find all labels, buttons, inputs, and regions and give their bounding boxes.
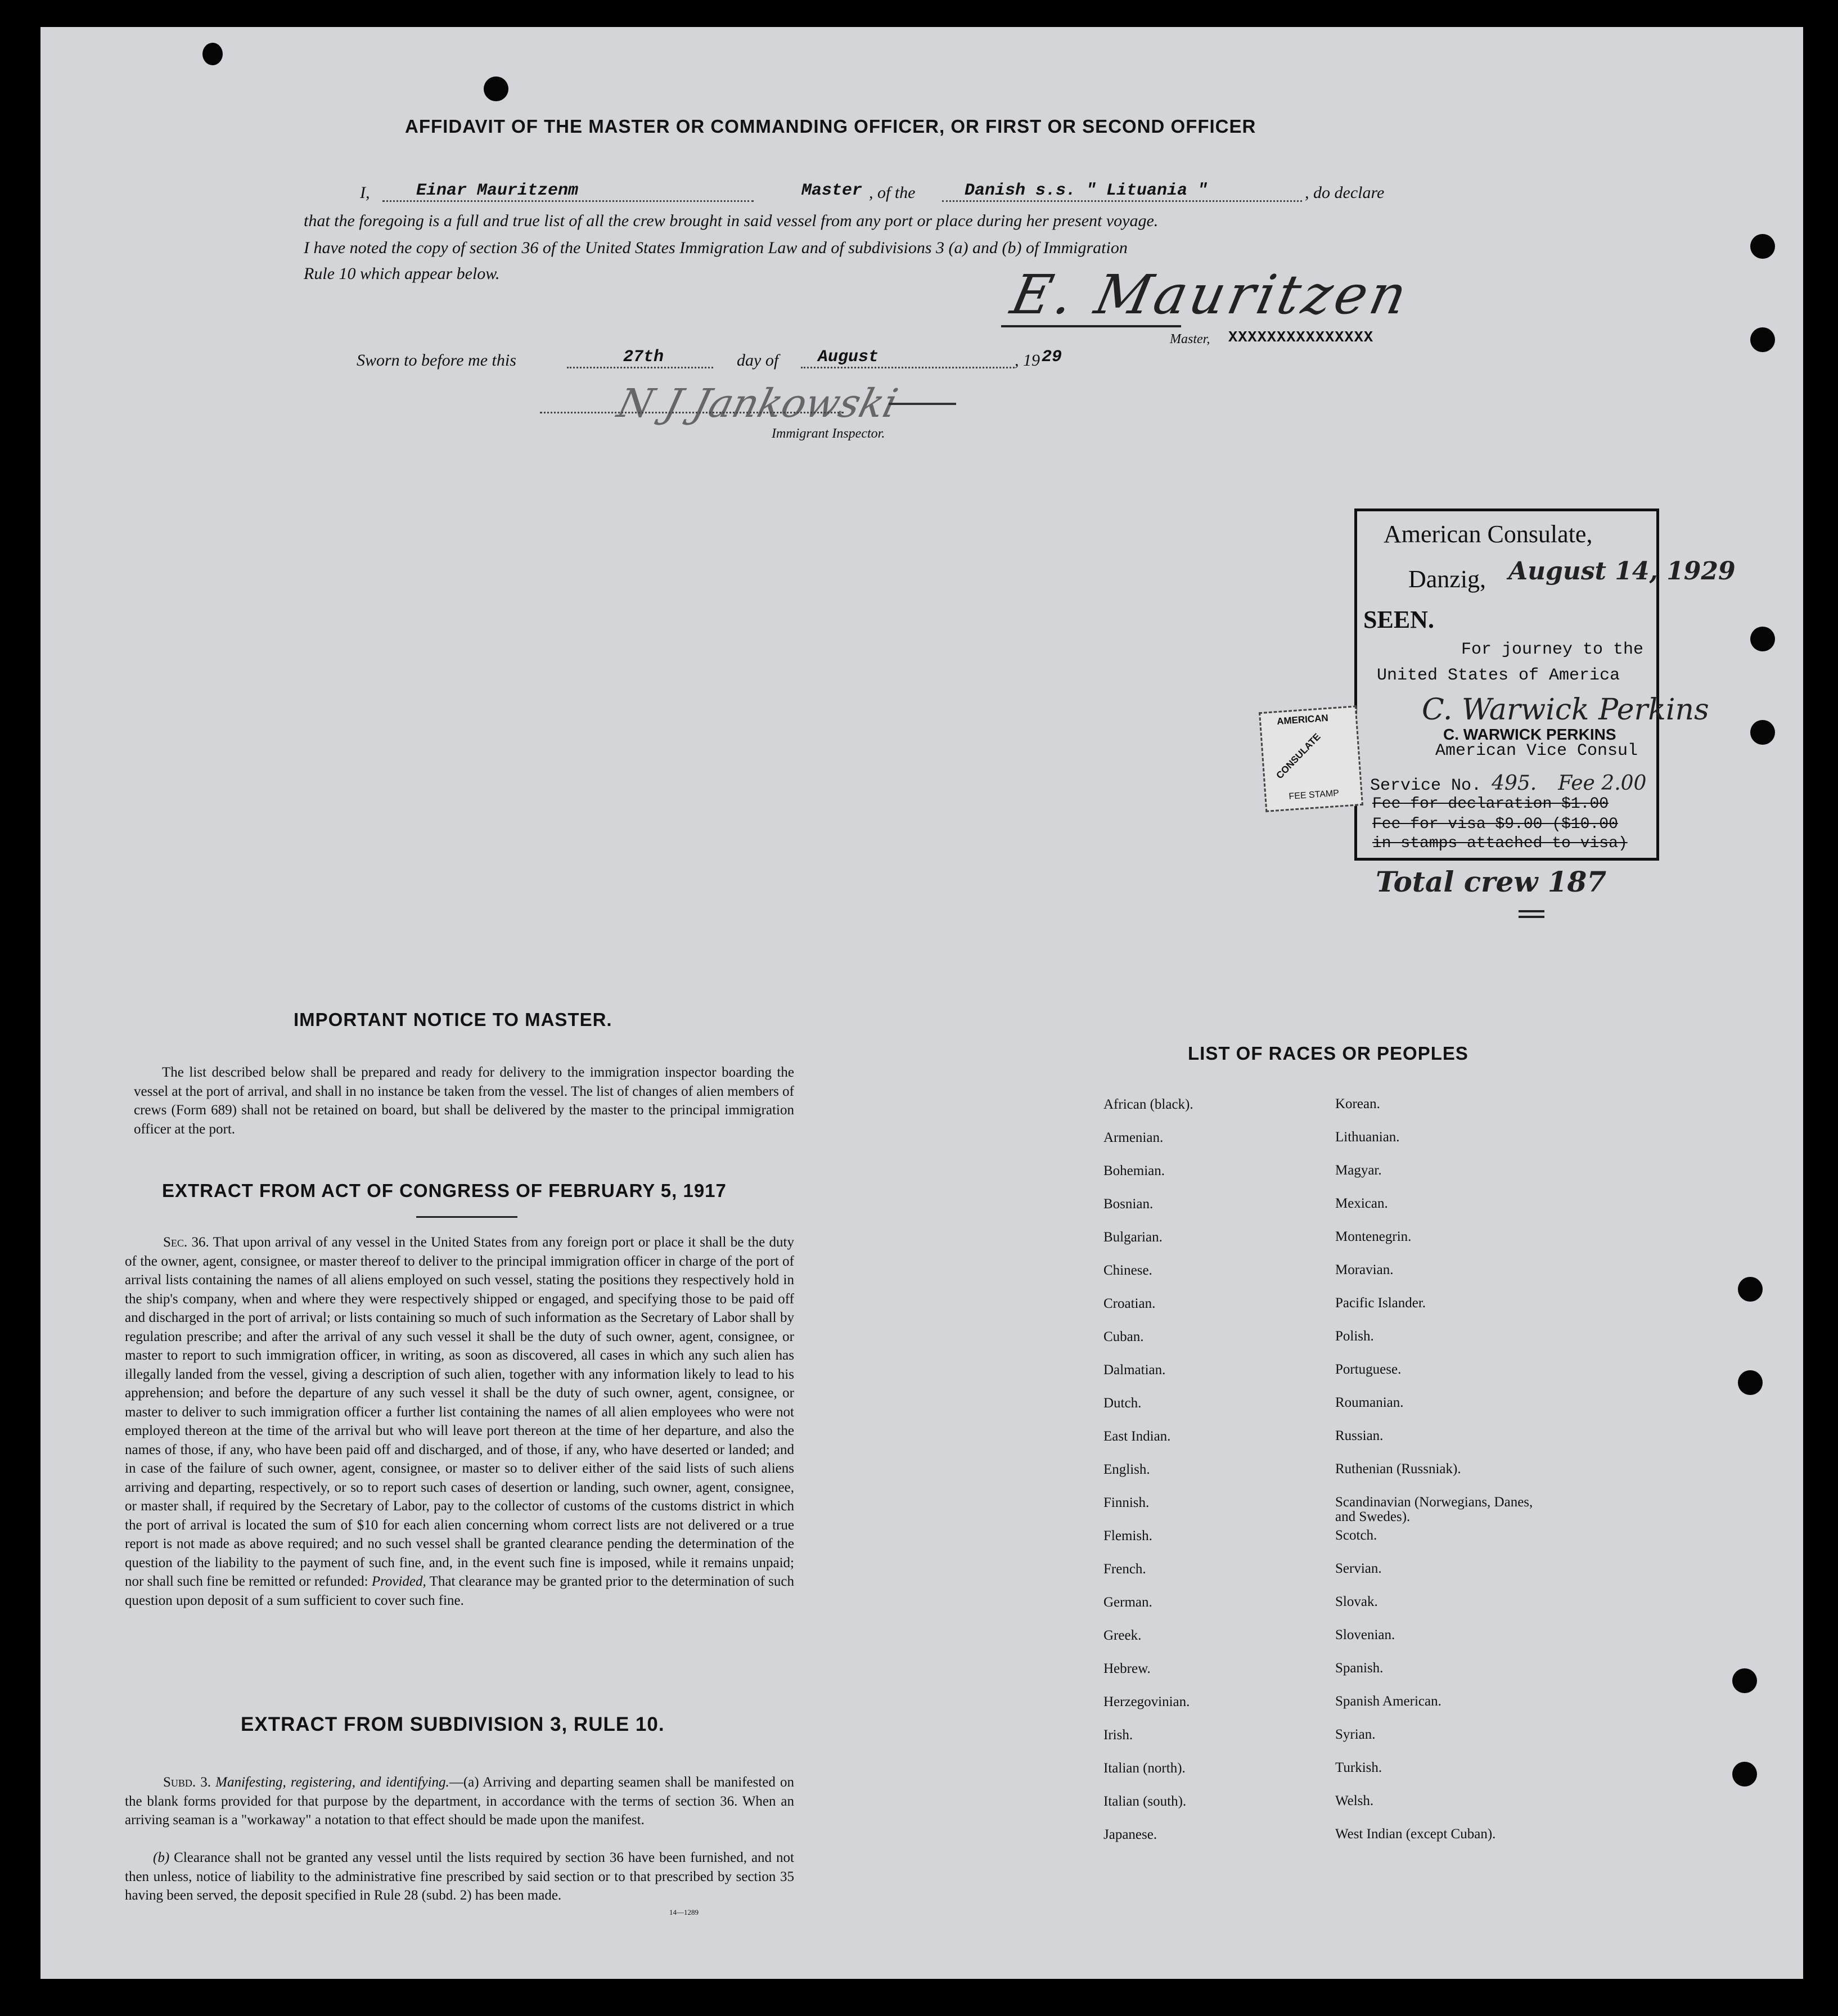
punch-hole — [1732, 1668, 1757, 1693]
races-row — [1103, 1694, 1538, 1727]
race-right: Russian. — [1335, 1428, 1384, 1443]
races-row — [1103, 1362, 1538, 1396]
punch-hole — [1750, 720, 1775, 745]
journey-line1: For journey to the — [1461, 640, 1644, 659]
fee-line1: Fee for declaration $1.00 — [1372, 795, 1609, 813]
races-row — [1103, 1296, 1538, 1329]
extract-act-title: EXTRACT FROM ACT OF CONGRESS OF FEBRUARY 5, 1917 — [162, 1180, 727, 1201]
races-row — [1103, 1130, 1538, 1163]
para-b-label: (b) — [153, 1850, 170, 1865]
race-right: Magyar. — [1335, 1163, 1382, 1178]
fee-stamp-line1: AMERICAN — [1276, 712, 1329, 727]
provided-word: Provided, — [371, 1574, 426, 1589]
race-right: Servian. — [1335, 1561, 1382, 1576]
total-crew-underline — [1519, 910, 1544, 918]
i-label: I, — [360, 183, 370, 202]
section-36-end: That clearance may be granted prior to the determination of such question upon deposit of a sum sufficient to cover such fine. — [125, 1574, 794, 1608]
race-right: Scotch. — [1335, 1528, 1377, 1543]
race-left: Bosnian. — [1103, 1196, 1154, 1212]
races-row — [1103, 1628, 1538, 1661]
punch-hole — [1732, 1762, 1757, 1786]
vessel-name: Danish s.s. " Lituania " — [942, 181, 1302, 202]
service-line — [1370, 772, 1646, 795]
do-declare-label: , do declare — [1305, 183, 1385, 202]
subd-label: Subd. 3. — [163, 1775, 211, 1790]
race-left: French. — [1103, 1562, 1146, 1577]
service-label: Service No. — [1370, 776, 1482, 795]
race-left: Irish. — [1103, 1727, 1133, 1743]
races-row — [1103, 1429, 1538, 1462]
race-right: Ruthenian (Russniak). — [1335, 1461, 1461, 1477]
extract-rule-title: EXTRACT FROM SUBDIVISION 3, RULE 10. — [241, 1713, 665, 1735]
race-left: German. — [1103, 1595, 1152, 1610]
race-left: Dalmatian. — [1103, 1362, 1166, 1378]
section-label: Sec. 36. — [163, 1235, 209, 1250]
race-left: Croatian. — [1103, 1296, 1156, 1311]
race-right: Turkish. — [1335, 1760, 1382, 1775]
master-underline — [1001, 325, 1181, 327]
races-row — [1103, 1595, 1538, 1628]
fee-stamp-line2: CONSULATE — [1274, 731, 1323, 781]
sworn-day: 27th — [567, 348, 713, 368]
notice-title: IMPORTANT NOTICE TO MASTER. — [294, 1009, 612, 1030]
master-name: Einar Mauritzenm — [382, 181, 754, 202]
punch-hole — [1750, 234, 1775, 259]
race-left: Chinese. — [1103, 1263, 1152, 1278]
race-left: Cuban. — [1103, 1329, 1144, 1344]
race-right: Portuguese. — [1335, 1362, 1402, 1377]
race-right: Scandinavian (Norwegians, Danes, and Swedes). — [1335, 1495, 1533, 1524]
races-row — [1103, 1495, 1538, 1528]
affidavit-title: AFFIDAVIT OF THE MASTER OR COMMANDING OFFICER, OR FIRST OR SECOND OFFICER — [405, 116, 1256, 137]
races-row — [1103, 1462, 1538, 1495]
inspector-label: Immigrant Inspector. — [772, 426, 885, 441]
seen-mark: SEEN. — [1363, 606, 1434, 633]
extract-act-rule — [416, 1216, 517, 1218]
consulate-date: August 14, 1929 — [1508, 557, 1736, 586]
race-left: Italian (north). — [1103, 1761, 1186, 1776]
extract-act-text — [125, 1233, 794, 1610]
of-the-label: , of the — [869, 183, 916, 202]
races-row — [1103, 1661, 1538, 1694]
fee-stamp — [1259, 705, 1363, 812]
fee-amount: Fee 2.00 — [1558, 772, 1647, 795]
document-page — [40, 27, 1803, 1979]
races-row — [1103, 1163, 1538, 1196]
para-a-text: —(a) Arriving and departing seamen shall be manifested on the blank forms provided for that purpose by the department, in accordance with the terms of section 36. When an arriving seaman is a "workaway" a notation to that effect should be made upon the manifest. — [125, 1775, 794, 1828]
affidavit-line2: that the foregoing is a full and true list of all the crew brought in said vessel from any port or place during her present voyage. — [304, 212, 1159, 230]
service-number: 495. — [1492, 772, 1537, 795]
race-left: Finnish. — [1103, 1495, 1150, 1510]
races-row — [1103, 1528, 1538, 1562]
race-left: Bulgarian. — [1103, 1230, 1163, 1245]
sworn-label: Sworn to before me this — [357, 351, 516, 370]
master-label: Master, — [1170, 332, 1210, 346]
inspector-signature-line — [540, 412, 844, 413]
race-right: Lithuanian. — [1335, 1130, 1400, 1145]
race-left: Flemish. — [1103, 1528, 1152, 1544]
sworn-line — [357, 349, 1088, 374]
races-row — [1103, 1562, 1538, 1595]
race-right: Mexican. — [1335, 1196, 1388, 1211]
race-left: Japanese. — [1103, 1827, 1157, 1842]
punch-hole — [1738, 1277, 1763, 1302]
vice-consul-signature: C. Warwick Perkins — [1422, 693, 1709, 727]
day-of-label: day of — [737, 351, 779, 370]
race-right: Moravian. — [1335, 1262, 1394, 1277]
races-row — [1103, 1097, 1538, 1130]
consulate-city: Danzig, — [1408, 565, 1486, 593]
race-left: African (black). — [1103, 1097, 1193, 1112]
races-row — [1103, 1794, 1538, 1827]
vice-consul-title: American Vice Consul — [1435, 741, 1638, 760]
races-row — [1103, 1727, 1538, 1761]
fee-line2: Fee for visa $9.00 ($10.00 — [1372, 816, 1618, 833]
inspector-signature: N J Jankowski — [612, 380, 903, 426]
race-left: Herzegovinian. — [1103, 1694, 1190, 1709]
race-left: English. — [1103, 1462, 1150, 1477]
race-right: Slovak. — [1335, 1594, 1378, 1609]
races-row — [1103, 1396, 1538, 1429]
race-left: Greek. — [1103, 1628, 1142, 1643]
affidavit-line4: Rule 10 which appear below. — [304, 264, 500, 283]
race-right: West Indian (except Cuban). — [1335, 1826, 1496, 1842]
races-row — [1103, 1196, 1538, 1230]
race-right: Polish. — [1335, 1329, 1374, 1344]
fee-line3: in stamps attached to visa) — [1372, 835, 1628, 852]
race-left: Italian (south). — [1103, 1794, 1187, 1809]
race-right: Welsh. — [1335, 1793, 1374, 1808]
race-right: Slovenian. — [1335, 1627, 1395, 1642]
master-struck-text: XXXXXXXXXXXXXXX — [1228, 330, 1374, 346]
fee-stamp-line3: FEE STAMP — [1289, 788, 1340, 802]
affidavit-line1 — [360, 183, 1412, 208]
vice-consul-name: C. WARWICK PERKINS — [1443, 726, 1616, 743]
race-right: Roumanian. — [1335, 1395, 1404, 1410]
total-crew-note: Total crew 187 — [1376, 865, 1607, 898]
extract-rule-para-a — [125, 1773, 794, 1830]
master-signature: E. Mauritzen — [1006, 263, 1416, 326]
punch-hole — [1750, 327, 1775, 352]
subd-title: Manifesting, registering, and identifying. — [215, 1775, 449, 1790]
master-rank: Master — [801, 181, 863, 200]
punch-hole — [1738, 1370, 1763, 1395]
notice-text: The list described below shall be prepared and ready for delivery to the immigration inspector boarding the vessel at the port of arrival, and shall in no instance be taken from the vessel. The list of changes of alien members of crews (Form 689) shall not be retained on board, but shall be delivered by the master to the principal immigration officer at the port. — [134, 1065, 794, 1137]
journey-line2: United States of America — [1377, 666, 1620, 685]
sworn-month: August — [801, 348, 1015, 368]
race-right: Korean. — [1335, 1096, 1380, 1112]
race-right: Pacific Islander. — [1335, 1295, 1426, 1311]
race-left: Hebrew. — [1103, 1661, 1151, 1676]
inspector-flourish — [889, 403, 956, 405]
extract-rule-para-b — [125, 1848, 794, 1905]
race-right: Spanish American. — [1335, 1694, 1441, 1709]
races-table — [1103, 1097, 1538, 1860]
race-right: Spanish. — [1335, 1660, 1384, 1676]
races-row — [1103, 1329, 1538, 1362]
para-b-text: Clearance shall not be granted any vessel until the lists required by section 36 have been furnished, and not then unless, notice of liability to the administrative fine prescribed by said section or to that prescribed by section 35 having been served, the deposit specified in Rule 28 (subd. 2) has been made. — [125, 1850, 795, 1903]
races-row — [1103, 1230, 1538, 1263]
race-left: Bohemian. — [1103, 1163, 1165, 1178]
punch-hole — [202, 43, 223, 65]
race-right: Syrian. — [1335, 1727, 1376, 1742]
race-left: Armenian. — [1103, 1130, 1164, 1145]
consulate-title: American Consulate, — [1384, 520, 1593, 548]
race-left: East Indian. — [1103, 1429, 1171, 1444]
punch-hole — [1750, 627, 1775, 651]
races-row — [1103, 1263, 1538, 1296]
races-title: LIST OF RACES OR PEOPLES — [1188, 1043, 1468, 1064]
races-row — [1103, 1827, 1538, 1860]
race-right: Montenegrin. — [1335, 1229, 1412, 1244]
affidavit-line3: I have noted the copy of section 36 of the United States Immigration Law and of subdivisions 3 (a) and (b) of Immigration — [304, 238, 1128, 257]
section-36-text: That upon arrival of any vessel in the United States from any foreign port or place it shall be the duty of the owner, agent, consignee, or master thereof to deliver to the principal immigration officer in charge of the port of arrival lists containing the names of all aliens employed on such vessel, stating the positions they respectively hold in the ship's company, when and where they were respectively shipped or engaged, and specifying those to be paid off and discharged in the port of arrival; or lists containing so much of such information as the Secretary of Labor shall by regulation prescribe; and after the arrival of any such vessel it shall be the duty of such owner, agent, consignee, or master to report to such immigration officer, in writing, as soon as discovered, all cases in which any such alien has illegally landed from the vessel, giving a description of such alien, together with any information likely to lead to his apprehension; and before the departure of any such vessel it shall be the duty of such owner, agent, consignee, or master to deliver to such immigration officer a further list containing the names of all alien employees who were not employed thereon at the time of the arrival but who will leave port thereon at the time of her departure, and also the names of those, if any, who have been paid off and discharged, and of those, if any, who have deserted or landed; and in case of the failure of such owner, agent, consignee, or master so to deliver either of the said lists of such aliens arriving and departing, respectively, or so to report such cases of desertion or landing, such owner, agent, consignee, or master shall, if required by the Secretary of Labor, pay to the collector of customs of the customs district in which the port of arrival is located the sum of $10 for each alien concerning whom correct lists are not delivered or a true report is not made as above required; and no such vessel shall be granted clearance pending the determination of the question of the liability to the payment of such fine, and, in the event such fine is imposed, while it remains unpaid; nor shall such fine be remitted or refunded: — [125, 1235, 794, 1589]
races-row — [1103, 1761, 1538, 1794]
race-left: Dutch. — [1103, 1396, 1142, 1411]
sworn-year: 29 — [1042, 348, 1062, 367]
year-prefix: , 19 — [1015, 351, 1040, 370]
punch-hole — [484, 76, 508, 101]
form-number: 14—1289 — [669, 1908, 699, 1916]
